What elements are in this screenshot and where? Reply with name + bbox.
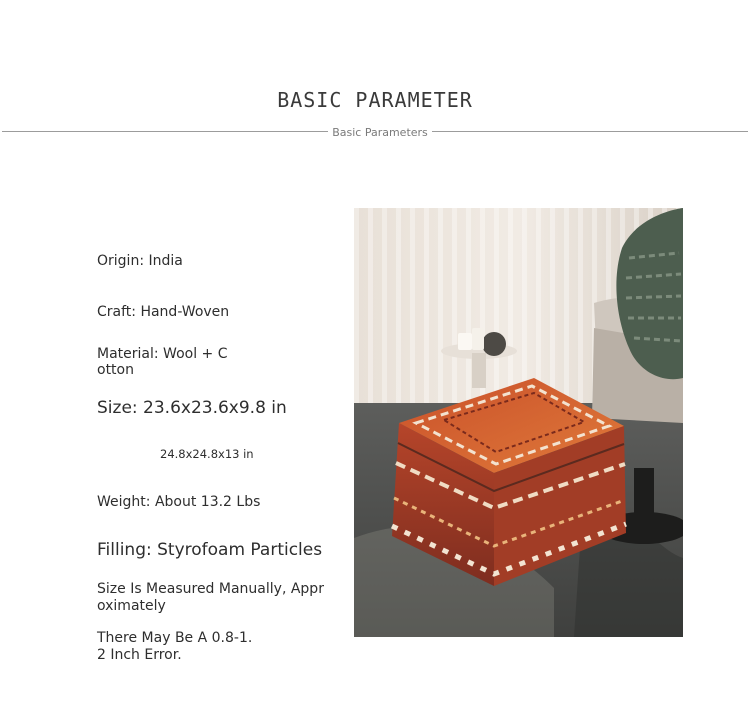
spec-size-alt: 24.8x24.8x13 in [160,447,254,461]
spec-weight: Weight: About 13.2 Lbs [97,494,261,510]
spec-note-measure: Size Is Measured Manually, Approximately [97,581,324,614]
spec-material: Material: Wool + C otton [97,346,228,378]
section-subtitle-text: Basic Parameters [328,126,432,139]
section-subtitle [0,126,750,139]
spec-filling: Filling: Styrofoam Particles [97,540,323,560]
product-photo [354,208,683,637]
spec-note-error: There May Be A 0.8-1. 2 Inch Error. [97,630,253,663]
section-title: BASIC PARAMETER [277,88,473,112]
spec-craft: Craft: Hand-Woven [97,304,230,320]
spec-origin: Origin: India [97,253,183,269]
spec-size: Size: 23.6x23.6x9.8 in [97,398,287,418]
